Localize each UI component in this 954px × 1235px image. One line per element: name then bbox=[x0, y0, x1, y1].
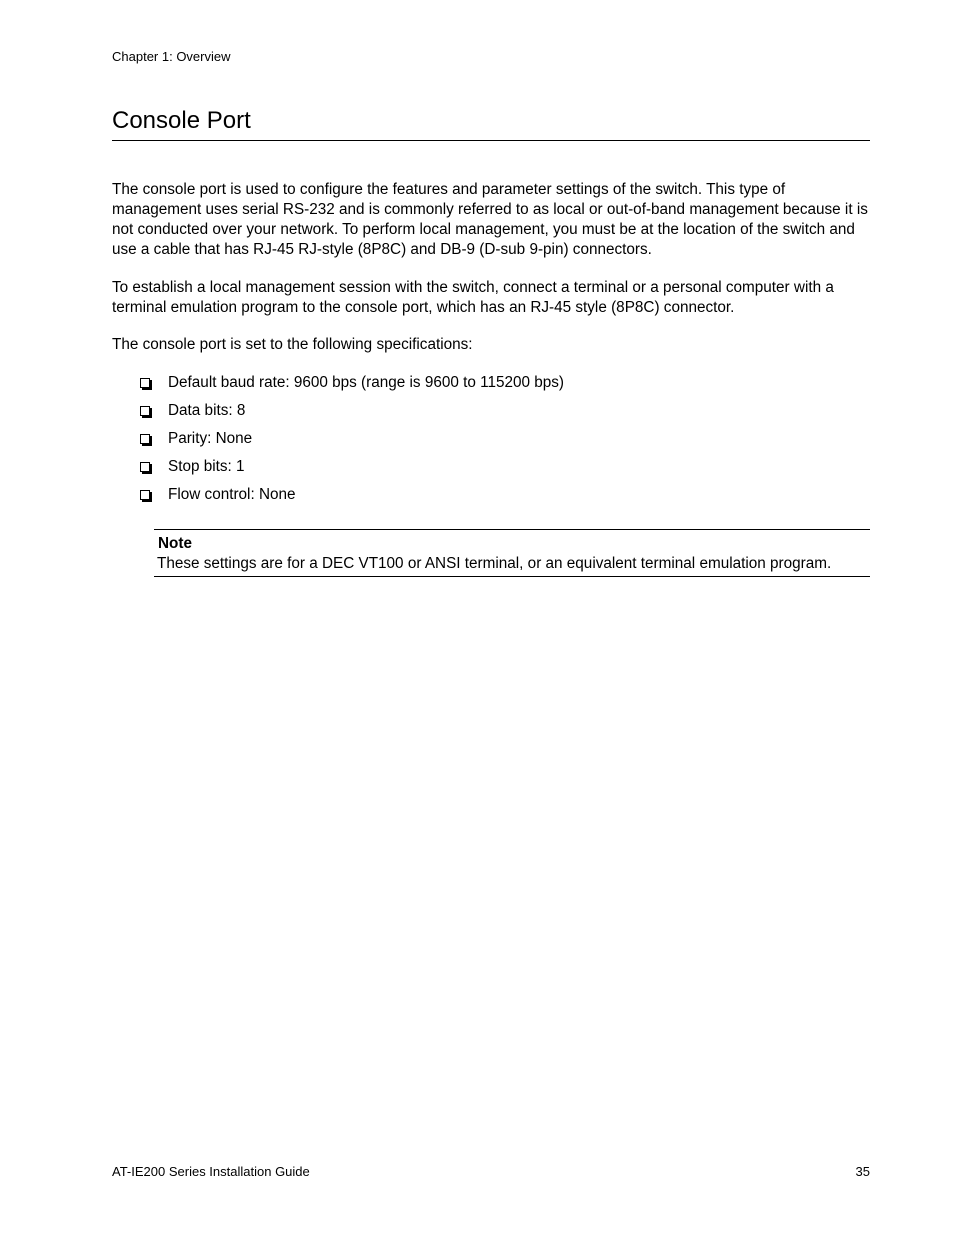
spec-list bbox=[140, 373, 564, 513]
spec-baud-rate: Default baud rate: 9600 bps (range is 9600 to 115200 bps) bbox=[168, 374, 565, 391]
list-item bbox=[140, 401, 564, 429]
footer-page-number: 35 bbox=[855, 1164, 870, 1179]
running-header: Chapter 1: Overview bbox=[112, 49, 231, 64]
list-item bbox=[140, 429, 564, 457]
section-title: Console Port bbox=[112, 107, 251, 134]
intro-paragraph: The console port is used to configure the features and parameter settings of the switch. This type of management uses serial RS-232 and is commonly referred to as local or out-of-band management because it is not conducted over your network. To perform local management, you must be at the location of the switch and use a cable that has RJ-45 RJ-style (8P8C) and DB-9 (D-sub 9-pin) connectors. bbox=[112, 181, 868, 258]
checkbox-bullet-icon bbox=[140, 406, 150, 416]
title-rule bbox=[112, 140, 870, 141]
spec-stop-bits: Stop bits: 1 bbox=[168, 458, 245, 475]
management-session-paragraph: To establish a local management session with the switch, connect a terminal or a personal computer with a terminal emulation program to the console port, which has an RJ-45 style (8P8C) connector. bbox=[112, 279, 834, 316]
note-text: These settings are for a DEC VT100 or ANSI terminal, or an equivalent terminal emulation program. bbox=[157, 555, 832, 572]
footer-guide-name: AT-IE200 Series Installation Guide bbox=[112, 1164, 310, 1179]
spec-data-bits: Data bits: 8 bbox=[168, 402, 246, 419]
spec-parity: Parity: None bbox=[168, 430, 253, 447]
checkbox-bullet-icon bbox=[140, 462, 150, 472]
checkbox-bullet-icon bbox=[140, 490, 150, 500]
note-title: Note bbox=[158, 535, 192, 552]
list-item bbox=[140, 485, 564, 513]
checkbox-bullet-icon bbox=[140, 434, 150, 444]
list-item bbox=[140, 373, 564, 401]
list-item bbox=[140, 457, 564, 485]
spec-flow-control: Flow control: None bbox=[168, 486, 296, 503]
checkbox-bullet-icon bbox=[140, 378, 150, 388]
note-box bbox=[154, 529, 870, 577]
specifications-intro: The console port is set to the following specifications: bbox=[112, 336, 473, 353]
